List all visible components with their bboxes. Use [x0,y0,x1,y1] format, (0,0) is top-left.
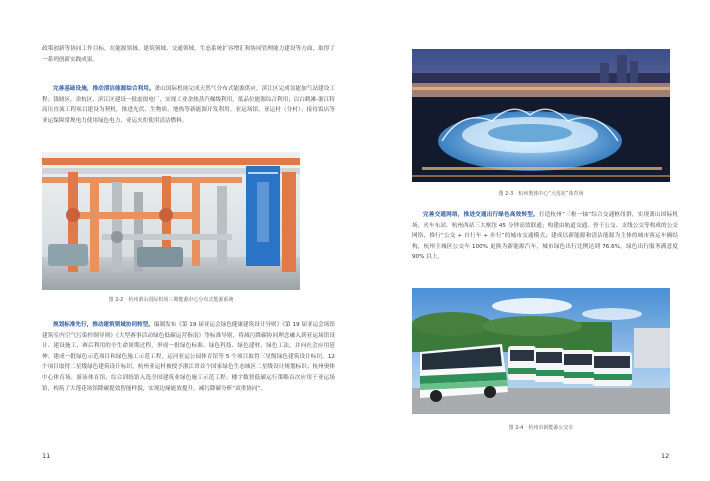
intro-paragraph: 政策创新等协同工作目标，在能源领域、建筑领域、交通领域、生态系统扩容增汇和协同管理能力建设等方面，取得了一系列创新实践成果。 [42,46,335,63]
bus-photo [412,288,670,414]
energy-center-photo [42,152,300,290]
page-number-right: 12 [661,452,670,460]
energy-body: 萧山国际机场完成天然气分布式能源供应，滨江区完成氢能加气站建设工程；钱塘区、余杭区、滨江区建设一批虚拟电厂，实现工业余热蒸汽梯级利用，低品位能源综合利用；以白鹤滩-浙江特高压直流工程项目建设为契机，推进光伏、生物质、地热等新能源开发利用。亚运场馆、亚运村（分村）、接待饭店等亚运保障常规电力使用绿色电力，亚运火炬使用清洁燃料。 [42,86,335,124]
building-paragraph [42,320,335,394]
energy-heading: 完善基础设施，推动清洁能源综合利用。 [53,86,155,92]
right-page [355,0,710,481]
figure-2-2-caption: 图 2-2 杭州萧山国际机场三期能源中心分布式能源系统 [108,297,234,303]
transport-body: 打造杭州“三枢一轴”综合交通枢纽群，实现萧山国际机场、火车东站、杭州西站三大枢纽 45 分钟高效联通；构建由轨道交通、骨干公交、支线公交等构成的公交网络，推行“公交 + 自行车 + 步行”的城市交通模式；建成以新能源和清洁能源为主体的城市客运车辆结构，杭州主城区公交车 100% 更换为新能源汽车，城市绿色出行比例达到 76.6%，绿色出行服务满意度 90% 以上。 [412,212,678,261]
figure-2-3-caption: 图 2-3 杭州奥体中心“大莲花”体育场 [498,191,584,197]
stadium-photo [412,49,670,182]
transport-paragraph [412,210,678,263]
transport-heading: 完善交通网络，推进交通出行绿色高效转型。 [423,212,539,218]
building-body: 编制发布《第 19 届亚运会绿色健康建筑设计导则》《第 19 届亚运会场馆建筑室内空气污染控制导则》《大型赛事活动绿色低碳运营指南》等标准导则，将减污降碳协同理念融入到亚运场馆设计、建设施工、赛后利用的全生命周期过程，形成一批绿色标准、绿色科技、绿色建材、绿色工法，并向社会应用延伸；建成一批绿色示范项目和绿色施工示范工程，运河亚运公园体育馆等 5 个项目取得三星级绿色建筑设计标识，12 个项目取得二星级绿色建筑设计标识，杭州亚运村被授予浙江省首个国家绿色生态城区二星级设计规划标识；杭州奥体中心体育场、游泳体育馆、综合训练馆入选全国建筑业绿色施工示范工程；楼宇数智低碳运行策略首次应用于亚运场馆，构筑了大莲花场馆降碳提效智能样貌，实现边缘能效提升，减污降碳分析“双重协同”。 [42,322,335,392]
building-heading: 规划标准先行，推动建筑领域协同转型。 [53,322,154,328]
page-number-left: 11 [42,452,51,460]
energy-paragraph [42,84,335,126]
figure-2-4-caption: 图 2-4 杭州市新能源公交车 [508,425,574,431]
